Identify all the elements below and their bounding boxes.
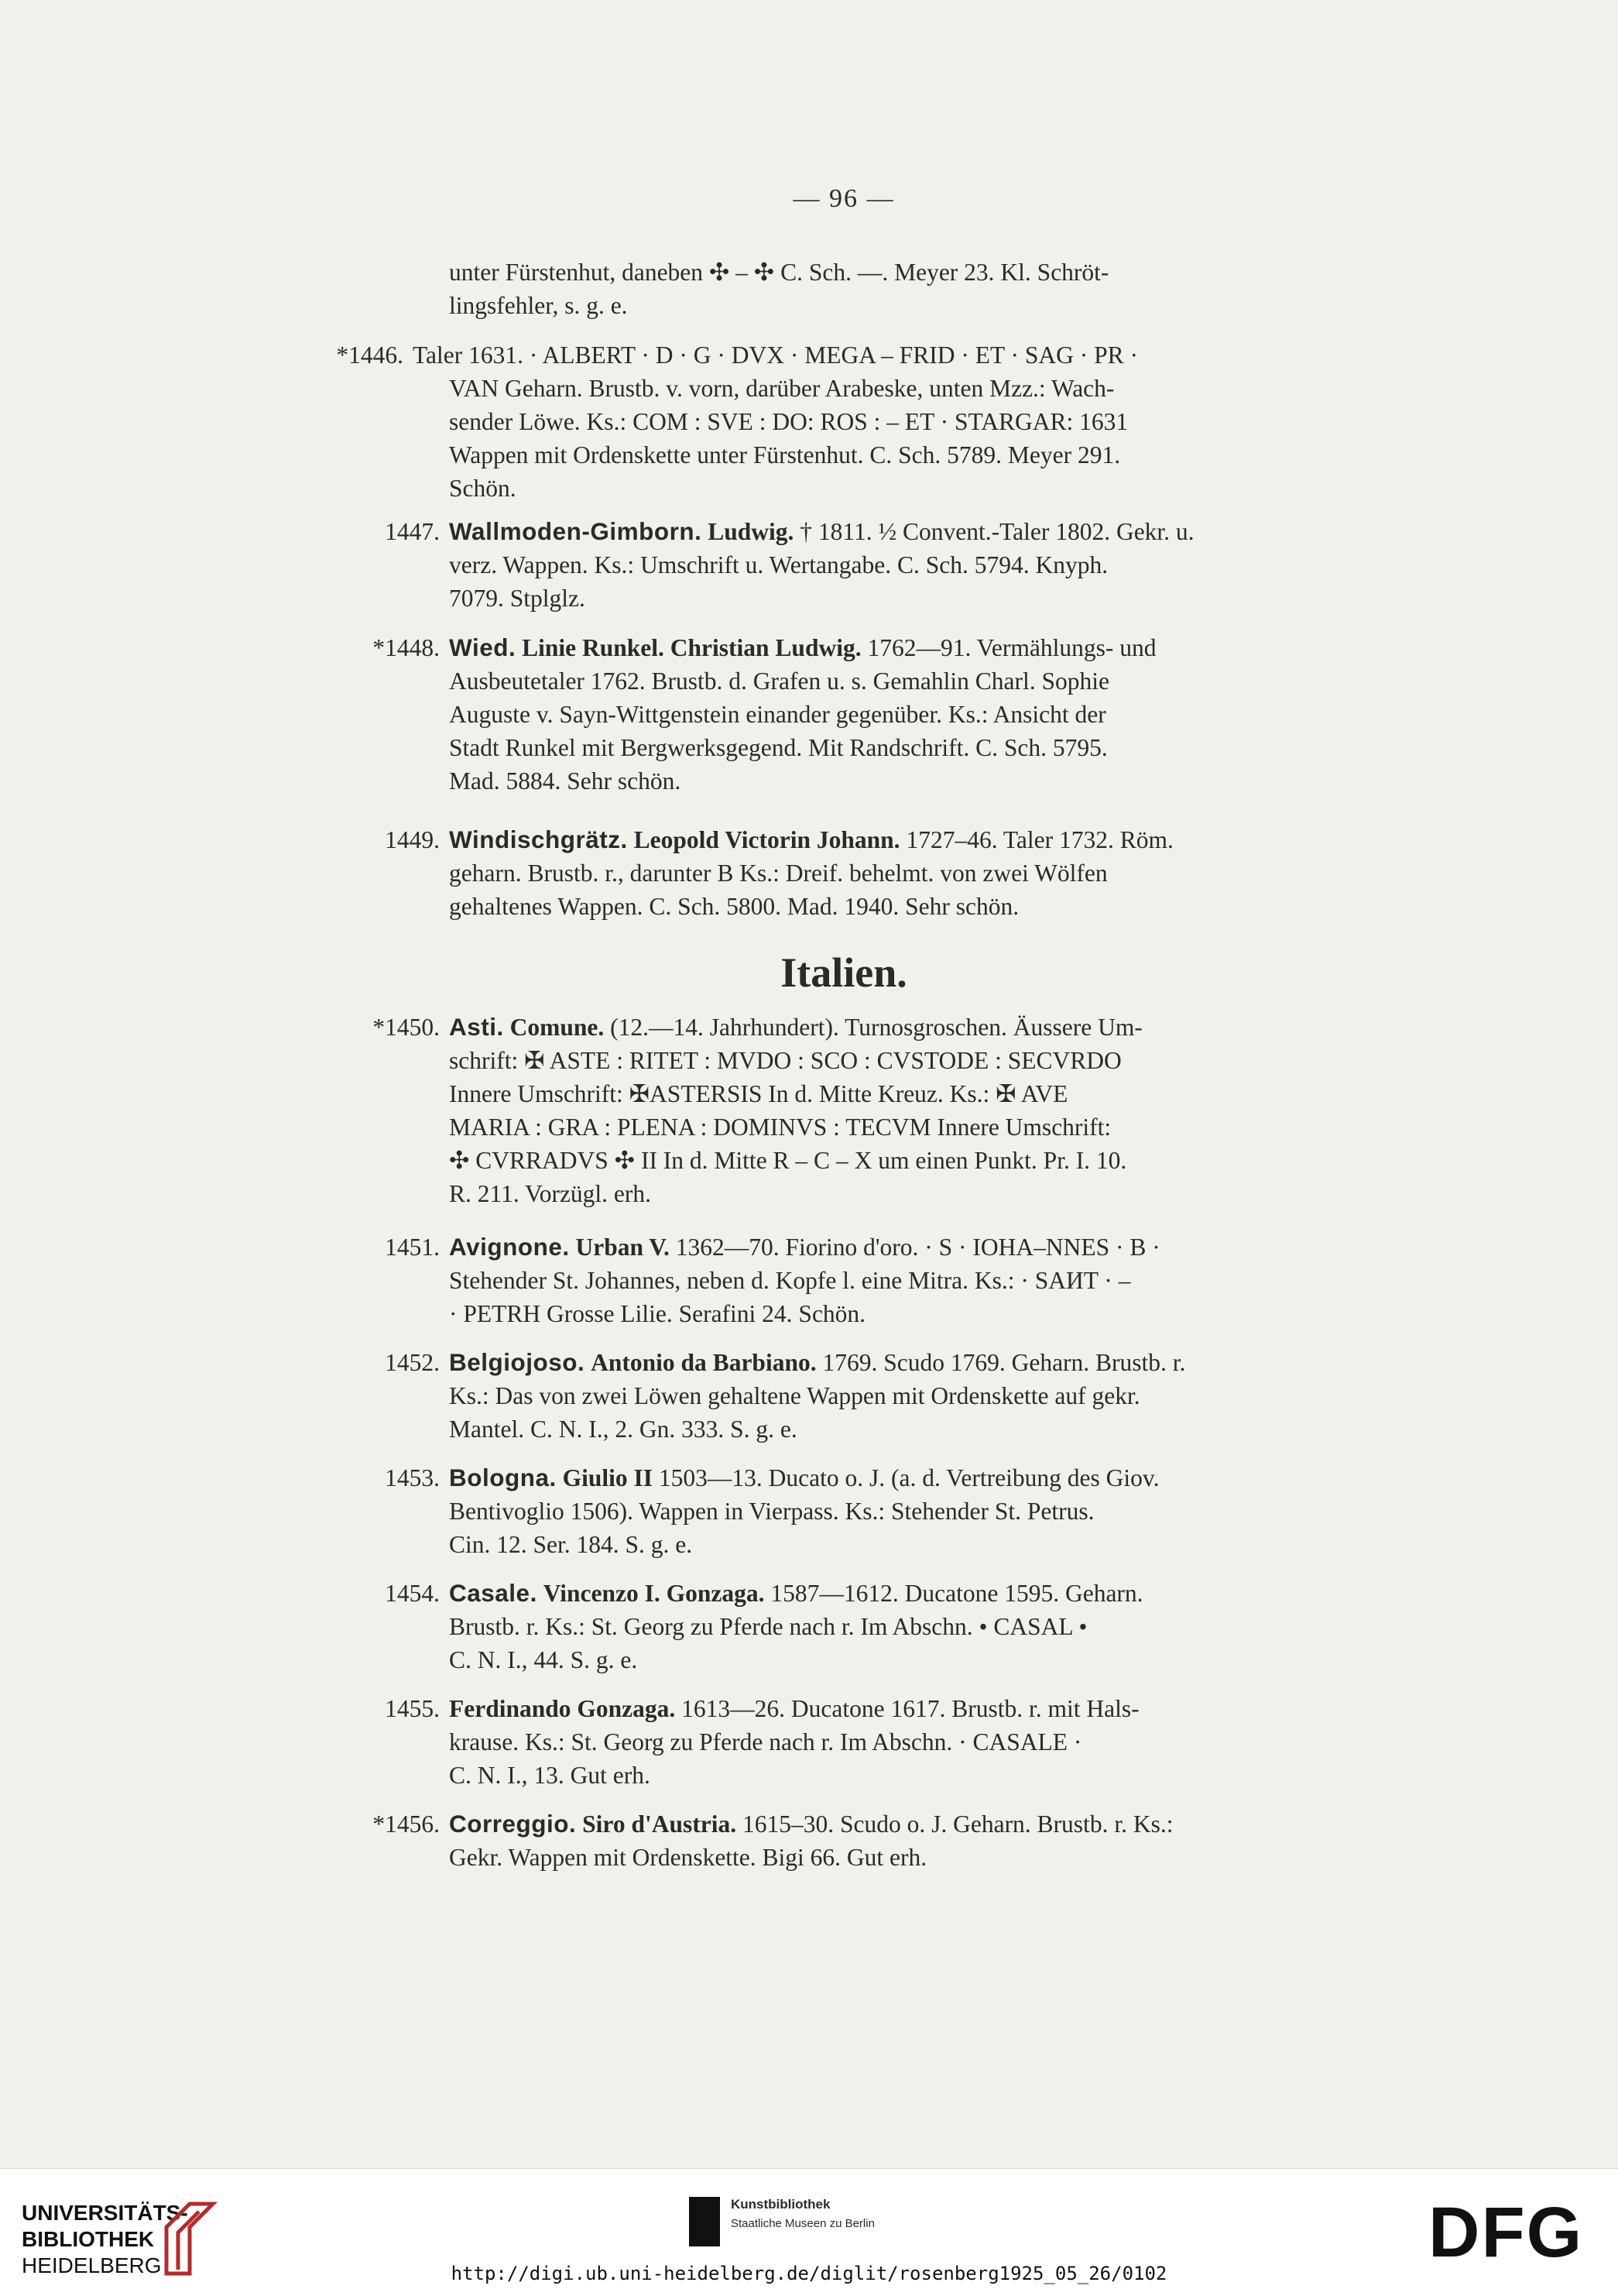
entry-line: unter Fürstenhut, daneben ✣ – ✣ C. Sch. —. Meyer 23. Kl. Schröt- <box>449 259 1109 286</box>
entry-line: ✣ CVRRADVS ✣ II In d. Mitte R – C – X um einen Punkt. Pr. I. 10. <box>449 1147 1127 1174</box>
entry-1448 <box>372 631 1370 798</box>
entry-number: 1449. <box>385 826 440 853</box>
entry-heading: Correggio. <box>449 1810 577 1838</box>
entry-subheading: Ferdinando Gonzaga. <box>449 1695 676 1722</box>
entry-line: Gekr. Wappen mit Ordenskette. Bigi 66. Gut erh. <box>449 1844 927 1871</box>
entry-1450 <box>372 1011 1370 1210</box>
entry-first-line <box>449 515 1370 548</box>
entry-text: Taler 1631. · ALBERT · D · G · DVX · MEGA – FRID · ET · SAG · PR · <box>413 341 1139 369</box>
entry-line: 7079. Stplglz. <box>449 585 585 612</box>
entry-line: Cin. 12. Ser. 184. S. g. e. <box>449 1531 693 1558</box>
entry-text: 1762—91. Vermählungs- und <box>867 634 1157 661</box>
kunstbibliothek-mark-icon <box>689 2197 720 2246</box>
entry-line: lingsfehler, s. g. e. <box>449 292 628 319</box>
entry-number: 1447. <box>385 518 440 545</box>
entry-text: † 1811. ½ Convent.-Taler 1802. Gekr. u. <box>800 518 1195 545</box>
entry-line: Mad. 5884. Sehr schön. <box>449 767 681 795</box>
entry-number: *1448. <box>372 634 440 661</box>
entry-1449 <box>385 823 1370 923</box>
entry-line: R. 211. Vorzügl. erh. <box>449 1180 652 1207</box>
entry-line: sender Löwe. Ks.: COM : SVE : DO: ROS : – ET · STARGAR: 1631 <box>449 408 1129 435</box>
entry-line: verz. Wappen. Ks.: Umschrift u. Wertangabe. C. Sch. 5794. Knyph. <box>449 551 1109 578</box>
entry-heading: Wallmoden-Gimborn. <box>449 517 702 545</box>
entry-first-line <box>449 1807 1370 1841</box>
dfg-logo: DFG <box>1428 2193 1584 2272</box>
entry-line: Stadt Runkel mit Bergwerksgegend. Mit Randschrift. C. Sch. 5795. <box>449 734 1108 761</box>
entry-1447 <box>385 515 1370 615</box>
entry-number: 1451. <box>385 1234 440 1261</box>
entry-heading: Casale. <box>449 1579 537 1607</box>
entry-subheading: Comune. <box>509 1014 605 1041</box>
entry-line: Ausbeutetaler 1762. Brustb. d. Grafen u. s. Gemahlin Charl. Sophie <box>449 668 1109 695</box>
entry-text: 1727–46. Taler 1732. Röm. <box>906 826 1174 853</box>
entry-first-line <box>449 1577 1370 1610</box>
entry-heading: Avignone. <box>449 1233 570 1261</box>
entry-number: *1456. <box>372 1810 440 1838</box>
entry-line: schrift: ✠ ASTE : RITET : MVDO : SCO : CVSTODE : SECVRDO <box>449 1047 1122 1074</box>
entry-line: MARIA : GRA : PLENA : DOMINVS : TECVM Innere Umschrift: <box>449 1114 1112 1141</box>
entry-heading: Asti. <box>449 1013 504 1041</box>
entry-text: 1587—1612. Ducatone 1595. Geharn. <box>770 1580 1143 1607</box>
entry-line: krause. Ks.: St. Georg zu Pferde nach r. Im Abschn. · CASALE · <box>449 1728 1082 1755</box>
entry-subheading: Leopold Victorin Johann. <box>633 826 900 853</box>
entry-subheading: Vincenzo I. Gonzaga. <box>543 1580 765 1607</box>
logo-text-line: HEIDELBERG <box>22 2253 162 2277</box>
entry-subheading: Siro d'Austria. <box>582 1810 737 1838</box>
entry-1456 <box>372 1807 1370 1874</box>
entry-1453 <box>385 1461 1370 1561</box>
entry-line: · PETRH Grosse Lilie. Serafini 24. Schön. <box>449 1300 866 1327</box>
entry-line: C. N. I., 44. S. g. e. <box>449 1646 638 1673</box>
entry-line: Wappen mit Ordenskette unter Fürstenhut. C. Sch. 5789. Meyer 291. <box>449 441 1121 468</box>
entry-first-line <box>449 1692 1370 1725</box>
entry-text: 1615–30. Scudo o. J. Geharn. Brustb. r. Ks.: <box>742 1810 1174 1838</box>
entry-number: *1450. <box>372 1014 440 1041</box>
entry-line: geharn. Brustb. r., darunter B Ks.: Dreif. behelmt. von zwei Wölfen <box>449 860 1108 887</box>
entry-1455 <box>385 1692 1370 1792</box>
entry-subheading: Linie Runkel. Christian Ludwig. <box>522 634 862 661</box>
entry-line: VAN Geharn. Brustb. v. vorn, darüber Arabeske, unten Mzz.: Wach- <box>449 375 1115 402</box>
entry-subheading: Giulio II <box>562 1464 653 1491</box>
entry-first-line <box>449 823 1370 856</box>
entry-line: Ks.: Das von zwei Löwen gehaltene Wappen mit Ordenskette auf gekr. <box>449 1382 1140 1409</box>
entry-1454 <box>385 1577 1370 1677</box>
entry-text: 1613—26. Ducatone 1617. Brustb. r. mit Hals- <box>681 1695 1140 1722</box>
entry-first-line <box>413 338 1370 372</box>
entry-line: Brustb. r. Ks.: St. Georg zu Pferde nach r. Im Abschn. • CASAL • <box>449 1613 1088 1640</box>
entry-number: 1455. <box>385 1695 440 1722</box>
entry-text: 1503—13. Ducato o. J. (a. d. Vertreibung des Giov. <box>658 1464 1160 1491</box>
entry-line: gehaltenes Wappen. C. Sch. 5800. Mad. 1940. Sehr schön. <box>449 893 1020 920</box>
entry-heading: Belgiojoso. <box>449 1348 585 1376</box>
entry-line: Bentivoglio 1506). Wappen in Vierpass. Ks.: Stehender St. Petrus. <box>449 1498 1095 1525</box>
kb-title: Kunstbibliothek <box>731 2197 831 2212</box>
entry-line: Mantel. C. N. I., 2. Gn. 333. S. g. e. <box>449 1416 797 1443</box>
entry-first-line <box>449 631 1370 664</box>
entry-text: (12.—14. Jahrhundert). Turnosgroschen. Äussere Um- <box>610 1014 1143 1041</box>
entry-continuation <box>449 256 1370 322</box>
entry-1451 <box>385 1230 1370 1330</box>
entry-heading: Bologna. <box>449 1464 557 1491</box>
page-number: — 96 — <box>793 184 895 213</box>
entry-line: Stehender St. Johannes, neben d. Kopfe l. eine Mitra. Ks.: · SAИT · – <box>449 1267 1131 1294</box>
entry-heading: Wied. <box>449 633 516 661</box>
entry-line: Schön. <box>449 475 516 502</box>
logo-text-line: BIBLIOTHEK <box>22 2227 155 2251</box>
entry-number: 1452. <box>385 1349 440 1376</box>
entry-heading: Windischgrätz. <box>449 825 628 853</box>
entry-first-line <box>449 1230 1370 1264</box>
entry-number: *1446. <box>336 341 403 369</box>
entry-line: Auguste v. Sayn-Wittgenstein einander gegenüber. Ks.: Ansicht der <box>449 701 1106 728</box>
entry-subheading: Antonio da Barbiano. <box>591 1349 817 1376</box>
entry-subheading: Urban V. <box>575 1234 670 1261</box>
entry-line: Innere Umschrift: ✠ASTERSIS In d. Mitte Kreuz. Ks.: ✠ AVE <box>449 1080 1068 1107</box>
entry-first-line <box>449 1461 1370 1495</box>
entry-line: C. N. I., 13. Gut erh. <box>449 1762 650 1789</box>
entry-number: 1453. <box>385 1464 440 1491</box>
entry-1452 <box>385 1346 1370 1446</box>
entry-text: 1362—70. Fiorino d'oro. · S · IOHA–NNES · B · <box>675 1234 1160 1261</box>
entry-first-line <box>449 1011 1370 1044</box>
entry-subheading: Ludwig. <box>708 518 794 545</box>
entry-text: 1769. Scudo 1769. Geharn. Brustb. r. <box>822 1349 1186 1376</box>
kb-subtitle: Staatliche Museen zu Berlin <box>731 2217 875 2230</box>
entry-1446 <box>336 338 1370 505</box>
permalink-url[interactable]: http://digi.ub.uni-heidelberg.de/diglit/rosenberg1925_05_26/0102 <box>451 2263 1167 2284</box>
entry-number: 1454. <box>385 1580 440 1607</box>
logo-text-line: UNIVERSITÄTS- <box>22 2201 188 2225</box>
entry-first-line <box>449 1346 1370 1379</box>
section-title: Italien. <box>780 949 907 996</box>
